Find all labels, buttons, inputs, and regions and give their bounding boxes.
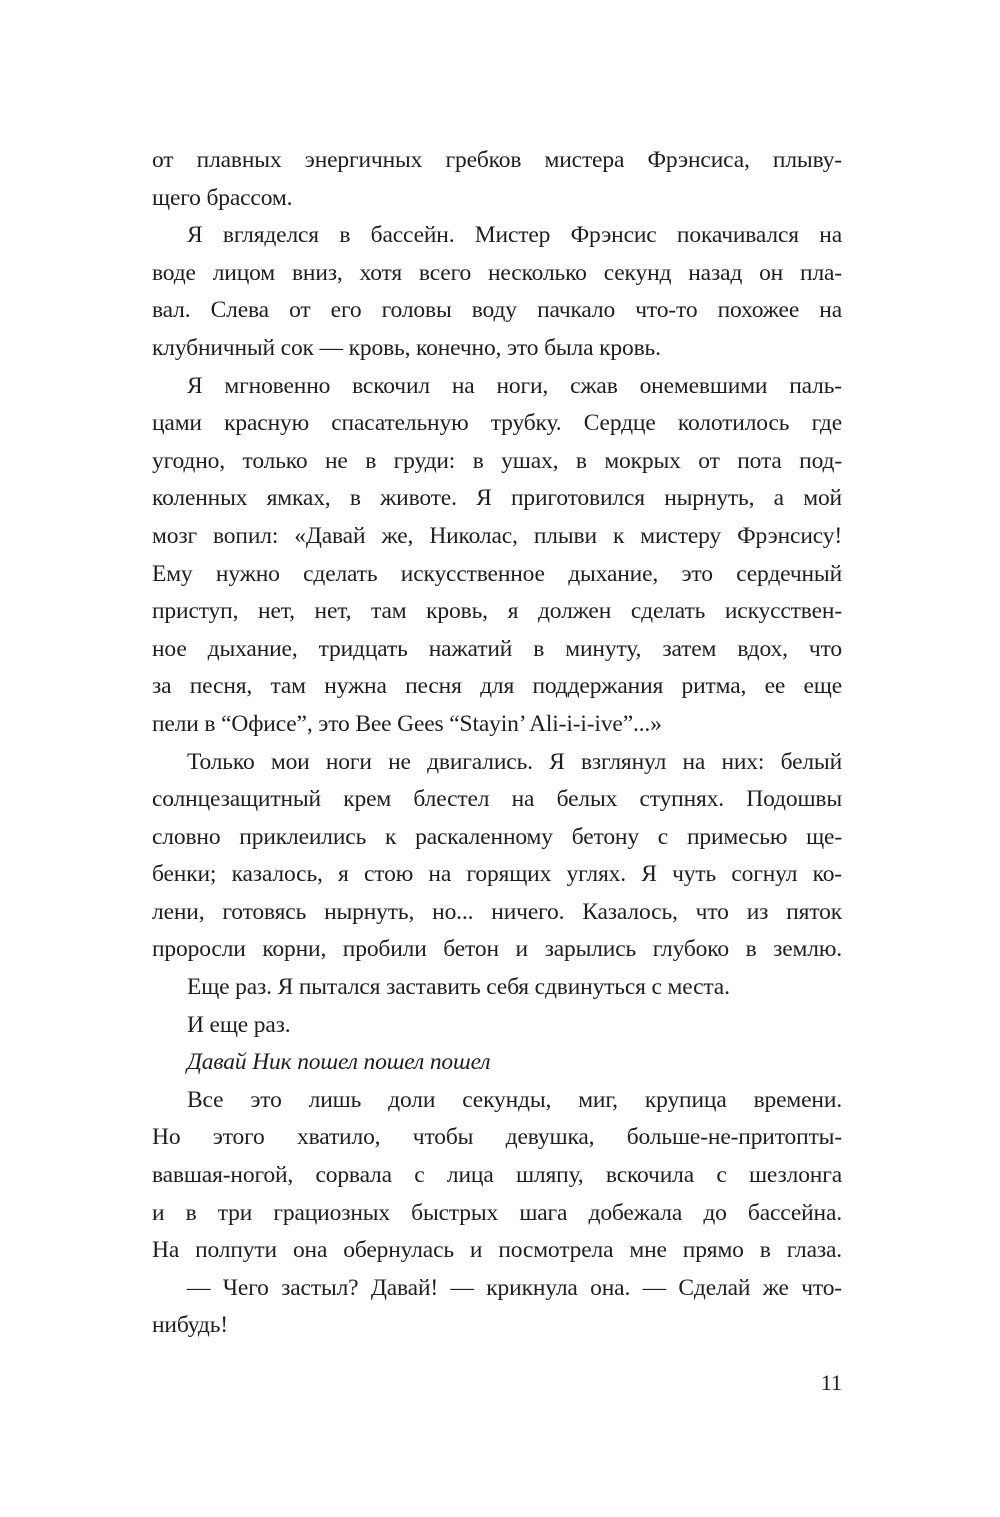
text-line: угодно, только не в груди: в ушах, в мокрых от пота под- [152,447,842,474]
text-line: вавшая-ногой, сорвала с лица шляпу, вскочила с шезлонга [152,1162,842,1189]
text-line: от плавных энергичных гребков мистера Фрэнсиса, плыву- [152,147,842,173]
text-line: Я мгновенно вскочил на ноги, сжав онемевшими паль- [187,372,842,399]
text-line: цами красную спасательную трубку. Сердце колотилось где [152,410,842,437]
text-line: ное дыхание, тридцать нажатий в минуту, затем вдох, что [152,635,842,662]
text-line: бенки; казалось, я стою на горящих углях. Я чуть согнул ко- [152,861,842,888]
text-line: за песня, там нужна песня для поддержания ритма, ее еще [152,673,842,700]
text-line: и в три грациозных быстрых шага добежала до бассейна. [152,1199,842,1226]
body-text [152,142,842,1345]
dialogue-line: — Чего застыл? Давай! — крикнула она. — Сделай же что- [187,1274,842,1301]
text-line: приступ, нет, нет, там кровь, я должен сделать искусствен- [152,598,842,625]
text-line: проросли корни, пробили бетон и зарылись глубоко в землю. [152,936,842,963]
text-line: словно приклеились к раскаленному бетону с примесью ще- [152,823,842,850]
text-line: пели в “Офисе”, это Bee Gees “Stayin’ Ali-i-i-ive”...» [152,710,662,737]
text-line: И еще раз. [187,1011,291,1038]
text-line: лени, готовясь нырнуть, но... ничего. Казалось, что из пяток [152,898,842,925]
text-line: Все это лишь доли секунды, миг, крупица времени. [187,1086,842,1113]
italic-thought-line: Давай Ник пошел пошел пошел [187,1049,491,1076]
text-line: воде лицом вниз, хотя всего несколько секунд назад он пла- [152,259,842,286]
text-line: Еще раз. Я пытался заставить себя сдвинуться с места. [187,974,730,1001]
text-line: клубничный сок — кровь, конечно, это была кровь. [152,334,661,361]
text-line: Только мои ноги не двигались. Я взглянул на них: белый [187,748,842,775]
text-line: нибудь! [152,1312,228,1339]
page-number: 11 [820,1370,842,1395]
text-line: Но этого хватило, чтобы девушка, больше-не-притопты- [152,1124,842,1151]
text-line: щего брассом. [152,184,293,211]
text-line: Я вгляделся в бассейн. Мистер Фрэнсис покачивался на [187,222,842,249]
text-line: На полпути она обернулась и посмотрела мне прямо в глаза. [152,1237,842,1264]
text-line: Ему нужно сделать искусственное дыхание, это сердечный [152,560,842,587]
text-line: мозг вопил: «Давай же, Николас, плыви к мистеру Фрэнсису! [152,522,842,549]
text-line: солнцезащитный крем блестел на белых ступнях. Подошвы [152,786,842,813]
text-line: коленных ямках, в животе. Я приготовился нырнуть, а мой [152,485,842,512]
text-line: вал. Слева от его головы воду пачкало что-то похожее на [152,297,842,324]
